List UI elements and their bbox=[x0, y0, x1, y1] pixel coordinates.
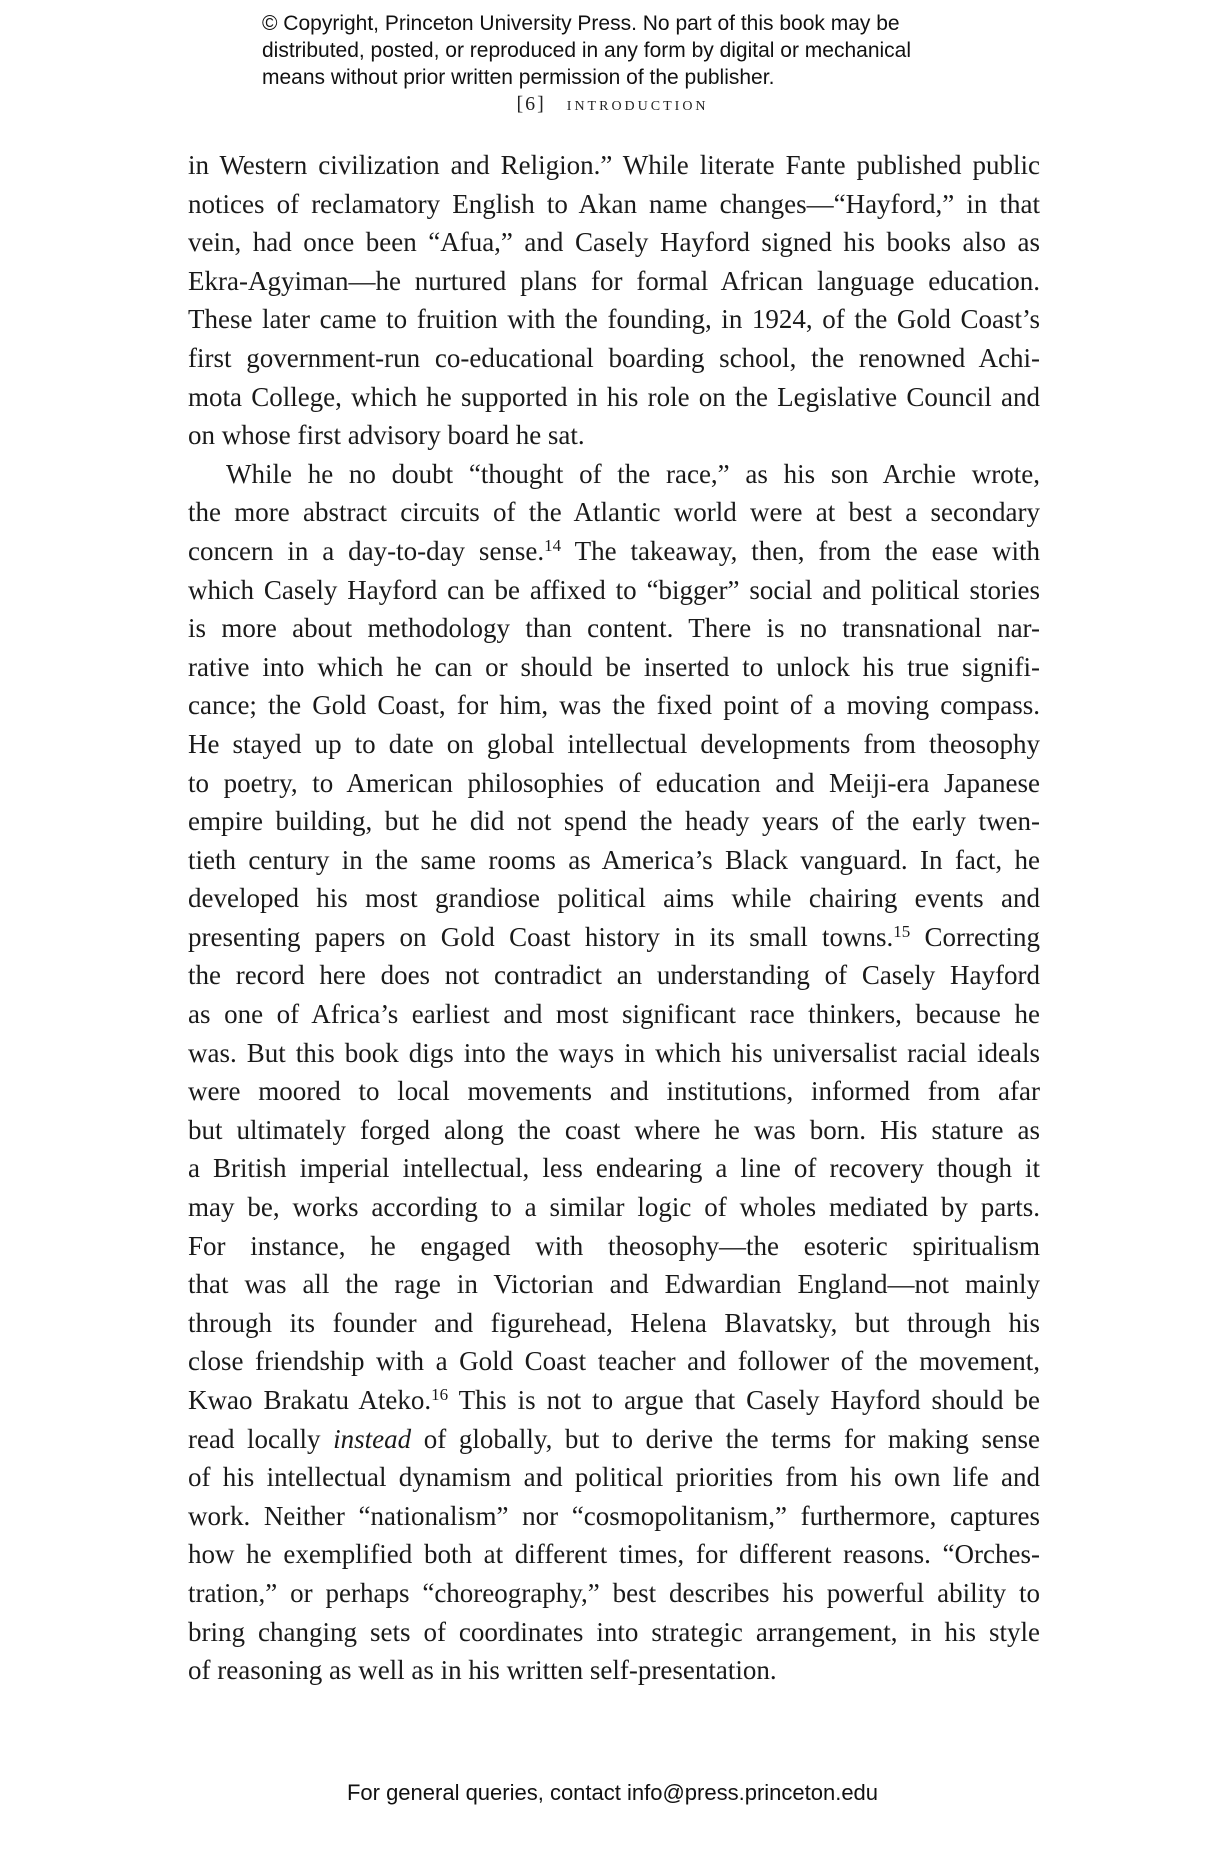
text-line: of his intellectual dynamism and political priorities from his own life and bbox=[188, 1462, 1040, 1493]
text-line: empire building, but he did not spend the heady years of the early twen- bbox=[188, 806, 1040, 837]
paragraph bbox=[188, 455, 1040, 1690]
text-line: through its founder and figurehead, Helena Blavatsky, but through his bbox=[188, 1307, 1040, 1338]
text-line: rative into which he can or should be inserted to unlock his true signifi- bbox=[188, 651, 1040, 682]
text-line: may be, works according to a similar logic of wholes mediated by parts. bbox=[188, 1192, 1040, 1223]
text-line: were moored to local movements and institutions, informed from afar bbox=[188, 1076, 1040, 1107]
text-line: first government-run co-educational boarding school, the renowned Achi- bbox=[188, 342, 1040, 373]
text-line: which Casely Hayford can be affixed to “bigger” social and political stories bbox=[188, 574, 1040, 605]
text-run: Kwao Brakatu Ateko. bbox=[188, 1385, 432, 1415]
copyright-line: means without prior written permission of the publisher. bbox=[262, 66, 775, 89]
text-line: He stayed up to date on global intellectual developments from theosophy bbox=[188, 728, 1040, 759]
text-line: developed his most grandiose political aims while chairing events and bbox=[188, 883, 1040, 914]
text-line: on whose first advisory board he sat. bbox=[188, 420, 585, 451]
text-line: in Western civilization and Religion.” While literate Fante published public bbox=[188, 150, 1040, 180]
text-line: the record here does not contradict an understanding of Casely Hayford bbox=[188, 960, 1040, 991]
text-line: For instance, he engaged with theosophy—the esoteric spiritualism bbox=[188, 1230, 1040, 1261]
running-head bbox=[0, 93, 1225, 116]
text-line: of reasoning as well as in his written self-presentation. bbox=[188, 1655, 777, 1686]
text-line: bring changing sets of coordinates into strategic arrangement, in his style bbox=[188, 1616, 1040, 1647]
copyright-line: © Copyright, Princeton University Press. No part of this book may be bbox=[262, 12, 900, 35]
footnote-ref: 14 bbox=[544, 535, 562, 555]
text-line: These later came to fruition with the founding, in 1924, of the Gold Coast’s bbox=[188, 304, 1040, 335]
text-line: that was all the rage in Victorian and Edwardian England—not mainly bbox=[188, 1269, 1040, 1300]
text-line bbox=[188, 532, 1040, 571]
text-run: This is not to argue that Casely Hayford should be bbox=[448, 1385, 1040, 1415]
text-line: vein, had once been “Afua,” and Casely Hayford signed his books also as bbox=[188, 227, 1040, 258]
text-line bbox=[188, 1381, 1040, 1420]
body-text bbox=[188, 146, 1040, 1690]
section-title: introduction bbox=[566, 93, 709, 115]
text-run: concern in a day-to-day sense. bbox=[188, 535, 545, 566]
text-line bbox=[188, 1420, 1040, 1459]
text-line bbox=[188, 918, 1040, 957]
text-line: the more abstract circuits of the Atlantic world were at best a secondary bbox=[188, 497, 1040, 528]
text-line: cance; the Gold Coast, for him, was the fixed point of a moving compass. bbox=[188, 690, 1040, 721]
text-run: Correcting bbox=[910, 921, 1040, 952]
text-run: presenting papers on Gold Coast history in its small towns. bbox=[188, 921, 894, 952]
paragraph bbox=[188, 146, 1040, 455]
text-line: as one of Africa’s earliest and most significant race thinkers, because he bbox=[188, 999, 1040, 1030]
emphasis: instead bbox=[333, 1423, 412, 1454]
text-line: While he no doubt “thought of the race,” as his son Archie wrote, bbox=[226, 458, 1040, 489]
page-number: [6] bbox=[516, 93, 546, 115]
footnote-ref: 15 bbox=[893, 921, 911, 941]
copyright-notice bbox=[262, 10, 962, 91]
text-line: Ekra-Agyiman—he nurtured plans for formal African language education. bbox=[188, 265, 1040, 296]
text-run: of globally, but to derive the terms for making sense bbox=[411, 1423, 1040, 1454]
text-line: a British imperial intellectual, less endearing a line of recovery though it bbox=[188, 1153, 1040, 1184]
footnote-ref: 16 bbox=[431, 1385, 449, 1404]
text-line: but ultimately forged along the coast where he was born. His stature as bbox=[188, 1114, 1040, 1145]
text-run: The takeaway, then, from the ease with bbox=[561, 535, 1040, 566]
text-line: tration,” or perhaps “choreography,” best describes his powerful ability to bbox=[188, 1577, 1040, 1608]
text-line: is more about methodology than content. There is no transnational nar- bbox=[188, 613, 1040, 644]
text-line: mota College, which he supported in his role on the Legislative Council and bbox=[188, 381, 1040, 412]
text-line: close friendship with a Gold Coast teacher and follower of the movement, bbox=[188, 1346, 1040, 1377]
text-line: was. But this book digs into the ways in which his universalist racial ideals bbox=[188, 1037, 1040, 1068]
text-line: tieth century in the same rooms as America’s Black vanguard. In fact, he bbox=[188, 844, 1040, 875]
text-line: to poetry, to American philosophies of education and Meiji-era Japanese bbox=[188, 767, 1040, 798]
text-line: work. Neither “nationalism” nor “cosmopolitanism,” furthermore, captures bbox=[188, 1500, 1040, 1531]
text-run: read locally bbox=[188, 1423, 334, 1454]
footer-contact: For general queries, contact info@press.princeton.edu bbox=[346, 1780, 879, 1805]
copyright-line: distributed, posted, or reproduced in any form by digital or mechanical bbox=[262, 39, 912, 62]
text-line: notices of reclamatory English to Akan name changes—“Hayford,” in that bbox=[188, 188, 1040, 219]
text-line: how he exemplified both at different times, for different reasons. “Orches- bbox=[188, 1539, 1040, 1570]
